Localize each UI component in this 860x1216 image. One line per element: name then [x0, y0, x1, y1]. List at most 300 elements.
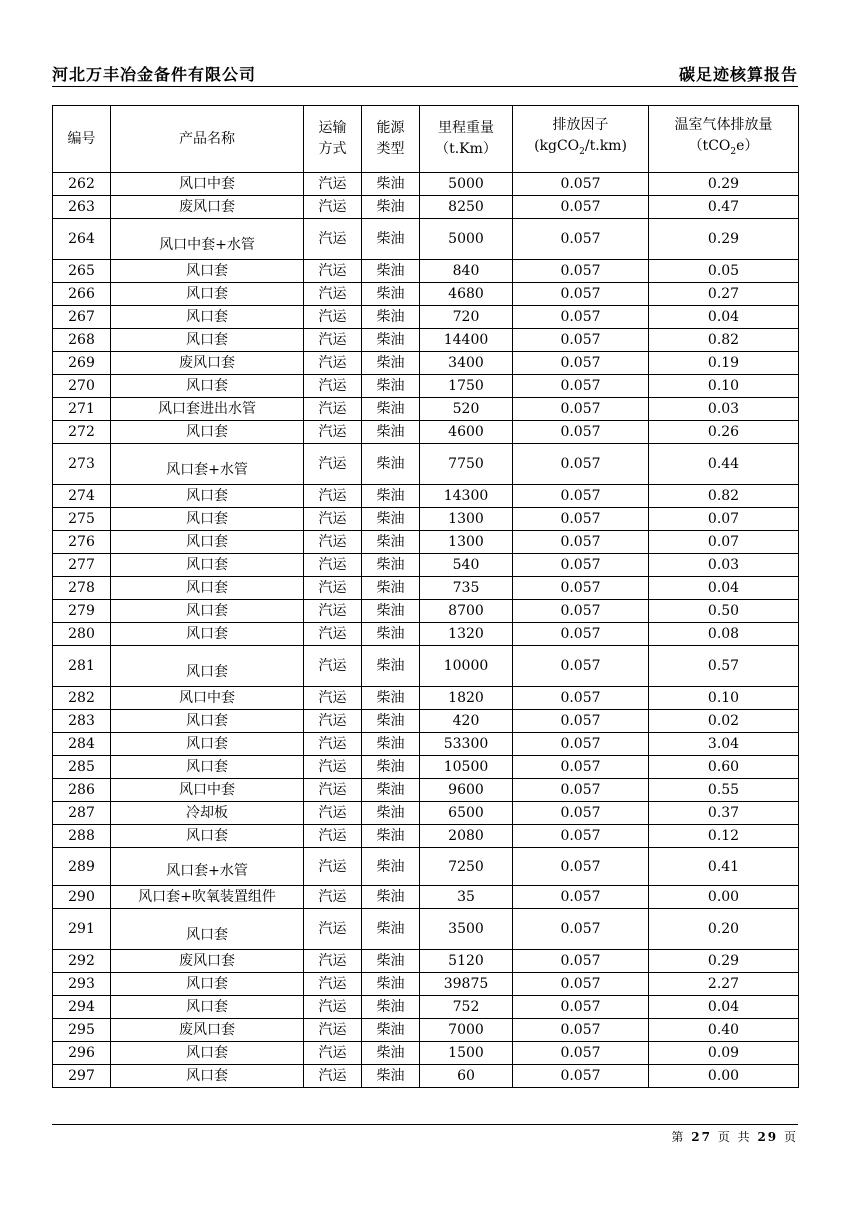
cell-energy: 柴油	[362, 733, 420, 756]
cell-distance: 2080	[420, 825, 513, 848]
cell-energy: 柴油	[362, 996, 420, 1019]
cell-distance: 10500	[420, 756, 513, 779]
table-row	[53, 577, 799, 600]
cell-energy: 柴油	[362, 909, 420, 950]
cell-energy: 柴油	[362, 531, 420, 554]
cell-emission: 0.41	[649, 848, 799, 886]
cell-distance: 7250	[420, 848, 513, 886]
cell-emission: 0.82	[649, 329, 799, 352]
table-row	[53, 1042, 799, 1065]
cell-transport: 汽运	[304, 173, 362, 196]
cell-factor: 0.057	[513, 886, 649, 909]
cell-id: 288	[53, 825, 111, 848]
cell-transport: 汽运	[304, 1065, 362, 1088]
table-row	[53, 283, 799, 306]
cell-emission: 0.04	[649, 996, 799, 1019]
table-row	[53, 825, 799, 848]
footer-divider	[52, 1124, 798, 1125]
cell-factor: 0.057	[513, 646, 649, 687]
cell-factor: 0.057	[513, 600, 649, 623]
cell-factor: 0.057	[513, 173, 649, 196]
table-row	[53, 306, 799, 329]
table-row	[53, 802, 799, 825]
cell-transport: 汽运	[304, 508, 362, 531]
cell-name: 风口套	[111, 646, 304, 687]
table-row	[53, 352, 799, 375]
cell-id: 264	[53, 219, 111, 260]
cell-factor: 0.057	[513, 950, 649, 973]
cell-distance: 5000	[420, 219, 513, 260]
cell-transport: 汽运	[304, 733, 362, 756]
cell-transport: 汽运	[304, 623, 362, 646]
cell-factor: 0.057	[513, 398, 649, 421]
cell-distance: 8700	[420, 600, 513, 623]
cell-factor: 0.057	[513, 421, 649, 444]
table-row	[53, 1065, 799, 1088]
cell-id: 285	[53, 756, 111, 779]
cell-factor: 0.057	[513, 329, 649, 352]
cell-distance: 735	[420, 577, 513, 600]
cell-factor: 0.057	[513, 909, 649, 950]
cell-distance: 4680	[420, 283, 513, 306]
cell-name: 风口套	[111, 306, 304, 329]
cell-name: 风口套	[111, 825, 304, 848]
cell-name: 废风口套	[111, 196, 304, 219]
cell-energy: 柴油	[362, 1065, 420, 1088]
cell-id: 275	[53, 508, 111, 531]
table-row	[53, 600, 799, 623]
cell-name: 风口套	[111, 1042, 304, 1065]
cell-emission: 0.02	[649, 710, 799, 733]
cell-energy: 柴油	[362, 173, 420, 196]
cell-distance: 720	[420, 306, 513, 329]
cell-name: 风口套	[111, 710, 304, 733]
cell-distance: 14400	[420, 329, 513, 352]
cell-name: 风口中套	[111, 687, 304, 710]
cell-transport: 汽运	[304, 687, 362, 710]
cell-energy: 柴油	[362, 623, 420, 646]
cell-id: 292	[53, 950, 111, 973]
cell-transport: 汽运	[304, 554, 362, 577]
cell-id: 286	[53, 779, 111, 802]
cell-distance: 5120	[420, 950, 513, 973]
cell-name: 风口套	[111, 1065, 304, 1088]
cell-id: 291	[53, 909, 111, 950]
report-title: 碳足迹核算报告	[678, 65, 798, 84]
cell-name: 风口中套+水管	[111, 219, 304, 260]
cell-transport: 汽运	[304, 283, 362, 306]
table-row	[53, 646, 799, 687]
cell-emission: 0.10	[649, 687, 799, 710]
cell-id: 278	[53, 577, 111, 600]
cell-transport: 汽运	[304, 646, 362, 687]
cell-name: 风口套	[111, 421, 304, 444]
cell-energy: 柴油	[362, 646, 420, 687]
cell-name: 风口中套	[111, 173, 304, 196]
cell-factor: 0.057	[513, 283, 649, 306]
cell-transport: 汽运	[304, 996, 362, 1019]
cell-energy: 柴油	[362, 554, 420, 577]
cell-transport: 汽运	[304, 779, 362, 802]
cell-energy: 柴油	[362, 421, 420, 444]
cell-factor: 0.057	[513, 623, 649, 646]
cell-emission: 0.04	[649, 306, 799, 329]
cell-factor: 0.057	[513, 485, 649, 508]
cell-energy: 柴油	[362, 577, 420, 600]
table-row	[53, 973, 799, 996]
cell-emission: 0.00	[649, 886, 799, 909]
cell-transport: 汽运	[304, 973, 362, 996]
cell-transport: 汽运	[304, 421, 362, 444]
cell-name: 风口套	[111, 531, 304, 554]
cell-factor: 0.057	[513, 306, 649, 329]
table-row	[53, 950, 799, 973]
cell-factor: 0.057	[513, 802, 649, 825]
table-row	[53, 710, 799, 733]
cell-energy: 柴油	[362, 973, 420, 996]
cell-id: 276	[53, 531, 111, 554]
cell-name: 风口套	[111, 600, 304, 623]
cell-name: 废风口套	[111, 352, 304, 375]
cell-energy: 柴油	[362, 779, 420, 802]
col-header-emission: 温室气体排放量 （tCO$_2$e）	[649, 106, 799, 173]
cell-emission: 0.04	[649, 577, 799, 600]
cell-emission: 0.37	[649, 802, 799, 825]
table-row	[53, 260, 799, 283]
table-row	[53, 485, 799, 508]
cell-name: 风口套	[111, 733, 304, 756]
cell-energy: 柴油	[362, 219, 420, 260]
table-row	[53, 531, 799, 554]
cell-transport: 汽运	[304, 825, 362, 848]
cell-name: 风口中套	[111, 779, 304, 802]
cell-distance: 1750	[420, 375, 513, 398]
cell-transport: 汽运	[304, 398, 362, 421]
cell-emission: 0.57	[649, 646, 799, 687]
cell-id: 296	[53, 1042, 111, 1065]
cell-factor: 0.057	[513, 687, 649, 710]
cell-emission: 0.05	[649, 260, 799, 283]
cell-factor: 0.057	[513, 1065, 649, 1088]
cell-factor: 0.057	[513, 577, 649, 600]
cell-id: 289	[53, 848, 111, 886]
cell-name: 风口套	[111, 554, 304, 577]
page-number: 第 27 页 共 29 页	[671, 1130, 798, 1144]
cell-transport: 汽运	[304, 886, 362, 909]
cell-distance: 7750	[420, 444, 513, 485]
cell-energy: 柴油	[362, 710, 420, 733]
cell-distance: 10000	[420, 646, 513, 687]
cell-name: 风口套	[111, 623, 304, 646]
cell-id: 270	[53, 375, 111, 398]
cell-emission: 0.07	[649, 508, 799, 531]
cell-id: 293	[53, 973, 111, 996]
cell-emission: 0.29	[649, 173, 799, 196]
cell-transport: 汽运	[304, 950, 362, 973]
cell-name: 风口套	[111, 909, 304, 950]
cell-id: 268	[53, 329, 111, 352]
cell-transport: 汽运	[304, 260, 362, 283]
cell-distance: 1300	[420, 508, 513, 531]
table-header-row	[53, 106, 799, 173]
cell-energy: 柴油	[362, 687, 420, 710]
table-row	[53, 219, 799, 260]
cell-energy: 柴油	[362, 886, 420, 909]
cell-transport: 汽运	[304, 444, 362, 485]
cell-factor: 0.057	[513, 508, 649, 531]
cell-name: 风口套	[111, 973, 304, 996]
table-row	[53, 779, 799, 802]
cell-emission: 0.29	[649, 950, 799, 973]
col-header-factor: 排放因子 (kgCO$_2$/t.km)	[513, 106, 649, 173]
cell-emission: 0.29	[649, 219, 799, 260]
cell-transport: 汽运	[304, 600, 362, 623]
cell-energy: 柴油	[362, 375, 420, 398]
cell-factor: 0.057	[513, 848, 649, 886]
cell-name: 风口套	[111, 260, 304, 283]
table-row	[53, 848, 799, 886]
cell-name: 风口套	[111, 329, 304, 352]
cell-name: 风口套	[111, 996, 304, 1019]
cell-transport: 汽运	[304, 352, 362, 375]
table-row	[53, 421, 799, 444]
col-header-transport: 运输 方式	[304, 106, 362, 173]
col-header-name: 产品名称	[111, 106, 304, 173]
cell-id: 282	[53, 687, 111, 710]
cell-id: 297	[53, 1065, 111, 1088]
cell-factor: 0.057	[513, 375, 649, 398]
cell-distance: 840	[420, 260, 513, 283]
cell-id: 277	[53, 554, 111, 577]
cell-distance: 3400	[420, 352, 513, 375]
cell-emission: 0.03	[649, 554, 799, 577]
cell-id: 279	[53, 600, 111, 623]
cell-id: 263	[53, 196, 111, 219]
cell-energy: 柴油	[362, 825, 420, 848]
table-row	[53, 623, 799, 646]
cell-distance: 1320	[420, 623, 513, 646]
cell-emission: 0.03	[649, 398, 799, 421]
table-row	[53, 687, 799, 710]
cell-id: 269	[53, 352, 111, 375]
cell-transport: 汽运	[304, 485, 362, 508]
cell-name: 风口套+吹氧装置组件	[111, 886, 304, 909]
cell-factor: 0.057	[513, 196, 649, 219]
cell-emission: 0.27	[649, 283, 799, 306]
cell-distance: 420	[420, 710, 513, 733]
cell-emission: 3.04	[649, 733, 799, 756]
cell-factor: 0.057	[513, 352, 649, 375]
cell-name: 风口套+水管	[111, 444, 304, 485]
cell-factor: 0.057	[513, 1019, 649, 1042]
table-row	[53, 398, 799, 421]
cell-energy: 柴油	[362, 508, 420, 531]
cell-transport: 汽运	[304, 196, 362, 219]
cell-distance: 6500	[420, 802, 513, 825]
cell-distance: 1300	[420, 531, 513, 554]
cell-name: 风口套	[111, 577, 304, 600]
col-header-distance: 里程重量 （t.Km）	[420, 106, 513, 173]
table-row	[53, 554, 799, 577]
cell-emission: 0.26	[649, 421, 799, 444]
cell-id: 262	[53, 173, 111, 196]
table-row	[53, 444, 799, 485]
col-header-energy: 能源 类型	[362, 106, 420, 173]
cell-emission: 0.55	[649, 779, 799, 802]
cell-name: 风口套	[111, 756, 304, 779]
cell-energy: 柴油	[362, 260, 420, 283]
cell-transport: 汽运	[304, 306, 362, 329]
cell-emission: 0.40	[649, 1019, 799, 1042]
cell-name: 废风口套	[111, 950, 304, 973]
cell-factor: 0.057	[513, 531, 649, 554]
cell-factor: 0.057	[513, 710, 649, 733]
cell-emission: 0.12	[649, 825, 799, 848]
cell-emission: 0.08	[649, 623, 799, 646]
cell-energy: 柴油	[362, 352, 420, 375]
cell-name: 冷却板	[111, 802, 304, 825]
cell-energy: 柴油	[362, 950, 420, 973]
cell-id: 290	[53, 886, 111, 909]
cell-id: 271	[53, 398, 111, 421]
cell-distance: 35	[420, 886, 513, 909]
table-row	[53, 996, 799, 1019]
cell-name: 风口套进出水管	[111, 398, 304, 421]
table-row	[53, 375, 799, 398]
cell-factor: 0.057	[513, 733, 649, 756]
table-row	[53, 196, 799, 219]
cell-energy: 柴油	[362, 756, 420, 779]
cell-transport: 汽运	[304, 375, 362, 398]
cell-transport: 汽运	[304, 577, 362, 600]
cell-id: 274	[53, 485, 111, 508]
table-row	[53, 1019, 799, 1042]
cell-factor: 0.057	[513, 444, 649, 485]
cell-emission: 0.60	[649, 756, 799, 779]
cell-transport: 汽运	[304, 329, 362, 352]
cell-transport: 汽运	[304, 219, 362, 260]
cell-name: 废风口套	[111, 1019, 304, 1042]
cell-transport: 汽运	[304, 909, 362, 950]
cell-id: 273	[53, 444, 111, 485]
cell-distance: 752	[420, 996, 513, 1019]
cell-id: 294	[53, 996, 111, 1019]
cell-factor: 0.057	[513, 219, 649, 260]
emissions-table	[52, 105, 799, 1088]
cell-emission: 0.50	[649, 600, 799, 623]
cell-transport: 汽运	[304, 1042, 362, 1065]
table-row	[53, 173, 799, 196]
cell-emission: 2.27	[649, 973, 799, 996]
cell-name: 风口套	[111, 283, 304, 306]
cell-distance: 520	[420, 398, 513, 421]
cell-id: 272	[53, 421, 111, 444]
cell-emission: 0.20	[649, 909, 799, 950]
cell-factor: 0.057	[513, 756, 649, 779]
cell-distance: 9600	[420, 779, 513, 802]
cell-name: 风口套	[111, 375, 304, 398]
cell-distance: 14300	[420, 485, 513, 508]
cell-energy: 柴油	[362, 1019, 420, 1042]
cell-factor: 0.057	[513, 973, 649, 996]
cell-distance: 8250	[420, 196, 513, 219]
cell-id: 280	[53, 623, 111, 646]
cell-distance: 5000	[420, 173, 513, 196]
cell-transport: 汽运	[304, 802, 362, 825]
cell-distance: 60	[420, 1065, 513, 1088]
cell-distance: 7000	[420, 1019, 513, 1042]
cell-distance: 1820	[420, 687, 513, 710]
cell-emission: 0.10	[649, 375, 799, 398]
cell-id: 266	[53, 283, 111, 306]
cell-distance: 53300	[420, 733, 513, 756]
page-header	[52, 60, 798, 87]
cell-transport: 汽运	[304, 710, 362, 733]
cell-energy: 柴油	[362, 398, 420, 421]
cell-energy: 柴油	[362, 444, 420, 485]
cell-emission: 0.00	[649, 1065, 799, 1088]
cell-distance: 39875	[420, 973, 513, 996]
cell-factor: 0.057	[513, 260, 649, 283]
cell-energy: 柴油	[362, 600, 420, 623]
col-header-id: 编号	[53, 106, 111, 173]
cell-name: 风口套+水管	[111, 848, 304, 886]
cell-emission: 0.47	[649, 196, 799, 219]
cell-name: 风口套	[111, 485, 304, 508]
cell-distance: 4600	[420, 421, 513, 444]
cell-emission: 0.44	[649, 444, 799, 485]
cell-factor: 0.057	[513, 554, 649, 577]
cell-emission: 0.19	[649, 352, 799, 375]
cell-factor: 0.057	[513, 996, 649, 1019]
cell-energy: 柴油	[362, 848, 420, 886]
cell-transport: 汽运	[304, 1019, 362, 1042]
cell-transport: 汽运	[304, 531, 362, 554]
cell-emission: 0.82	[649, 485, 799, 508]
table-body	[53, 173, 799, 1088]
cell-energy: 柴油	[362, 485, 420, 508]
table-row	[53, 909, 799, 950]
cell-emission: 0.09	[649, 1042, 799, 1065]
cell-energy: 柴油	[362, 1042, 420, 1065]
cell-factor: 0.057	[513, 779, 649, 802]
cell-factor: 0.057	[513, 825, 649, 848]
cell-factor: 0.057	[513, 1042, 649, 1065]
cell-energy: 柴油	[362, 329, 420, 352]
table-row	[53, 756, 799, 779]
cell-id: 295	[53, 1019, 111, 1042]
cell-id: 287	[53, 802, 111, 825]
cell-id: 283	[53, 710, 111, 733]
cell-energy: 柴油	[362, 283, 420, 306]
cell-id: 284	[53, 733, 111, 756]
cell-distance: 540	[420, 554, 513, 577]
table-row	[53, 886, 799, 909]
company-name: 河北万丰冶金备件有限公司	[52, 65, 257, 84]
cell-distance: 1500	[420, 1042, 513, 1065]
cell-distance: 3500	[420, 909, 513, 950]
cell-energy: 柴油	[362, 306, 420, 329]
cell-name: 风口套	[111, 508, 304, 531]
cell-energy: 柴油	[362, 802, 420, 825]
cell-transport: 汽运	[304, 848, 362, 886]
cell-id: 265	[53, 260, 111, 283]
table-row	[53, 733, 799, 756]
cell-emission: 0.07	[649, 531, 799, 554]
cell-energy: 柴油	[362, 196, 420, 219]
cell-id: 267	[53, 306, 111, 329]
table-row	[53, 508, 799, 531]
